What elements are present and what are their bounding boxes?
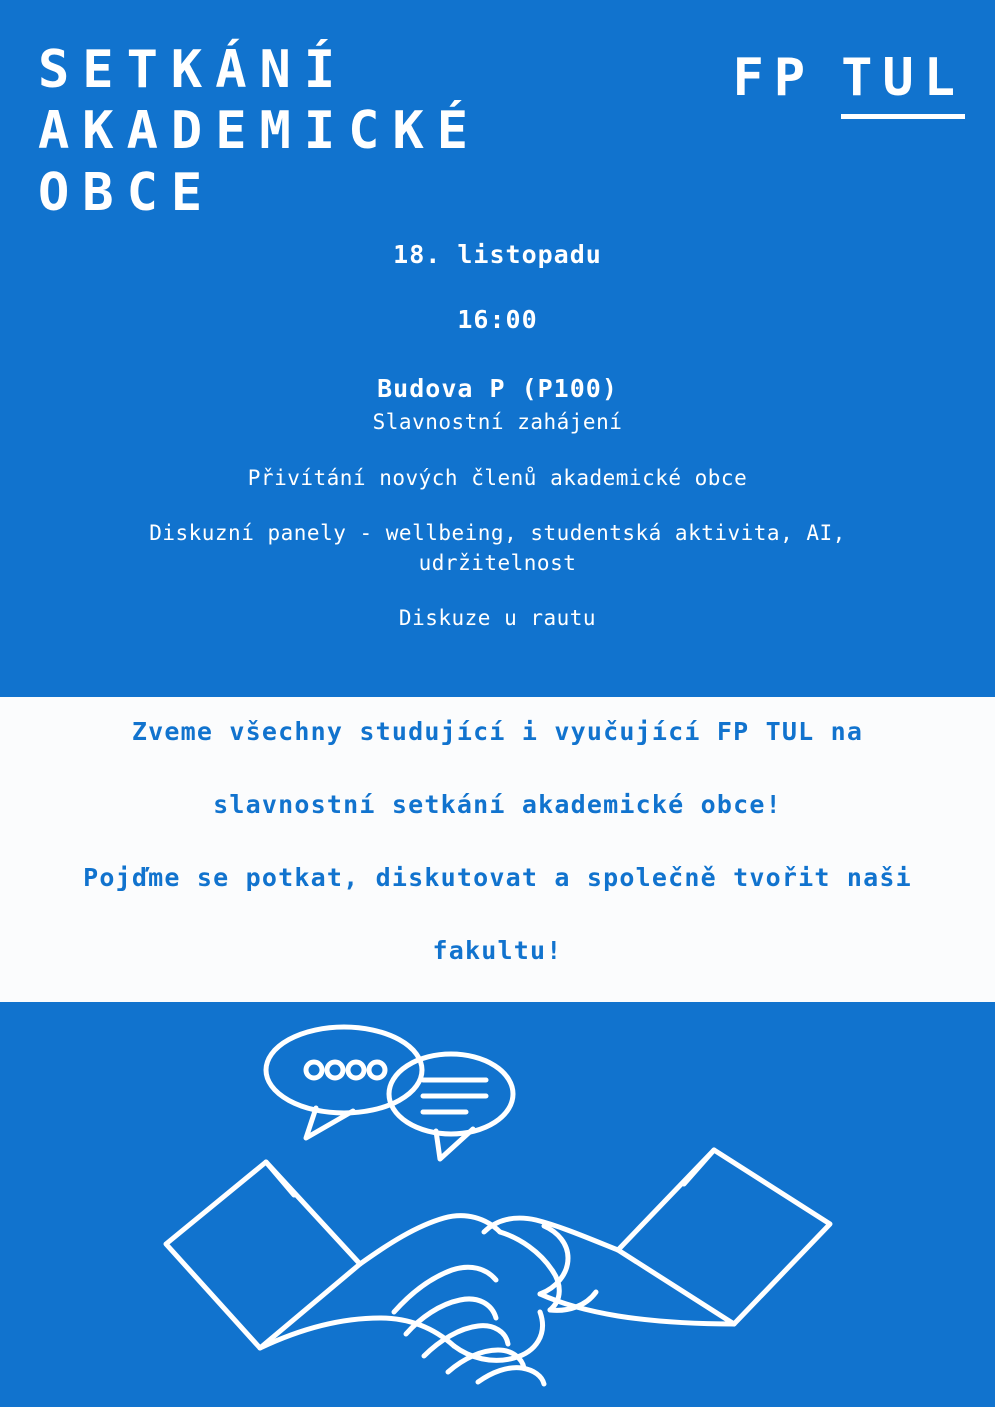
title-line-3: OBCE [38, 162, 216, 223]
program-item: Slavnostní zahájení [372, 410, 623, 434]
illustration-panel [0, 1002, 995, 1407]
brand-university-label: TUL [841, 48, 965, 119]
event-details [0, 240, 995, 657]
event-time: 16:00 [457, 305, 538, 334]
handshake-icon [148, 1012, 848, 1407]
poster-header-panel [0, 0, 995, 697]
title-line-2: AKADEMICKÉ [38, 101, 482, 162]
event-date: 18. listopadu [393, 240, 602, 269]
invitation-line-1: Zveme všechny studující i vyučující FP TUL na [131, 717, 864, 746]
brand-faculty-label: FP [732, 48, 816, 108]
page-title [38, 40, 481, 224]
program-item: Diskuze u rautu [398, 605, 597, 630]
invitation-panel [0, 697, 995, 1002]
invitation-line-3: Pojďme se potkat, diskutovat a společně tvořit naši [83, 863, 912, 892]
title-line-1: SETKÁNÍ [38, 40, 349, 100]
brand-logo [732, 48, 965, 119]
program-item: Přivítání nových členů akademické obce [247, 466, 748, 491]
event-venue: Budova P (P100) [377, 374, 618, 403]
invitation-line-4: fakultu! [432, 936, 563, 965]
invitation-line-2: slavnostní setkání akademické obce! [213, 790, 782, 819]
program-item: Diskuzní panely - wellbeing, studentská aktivita, AI, udržitelnost [149, 520, 846, 576]
